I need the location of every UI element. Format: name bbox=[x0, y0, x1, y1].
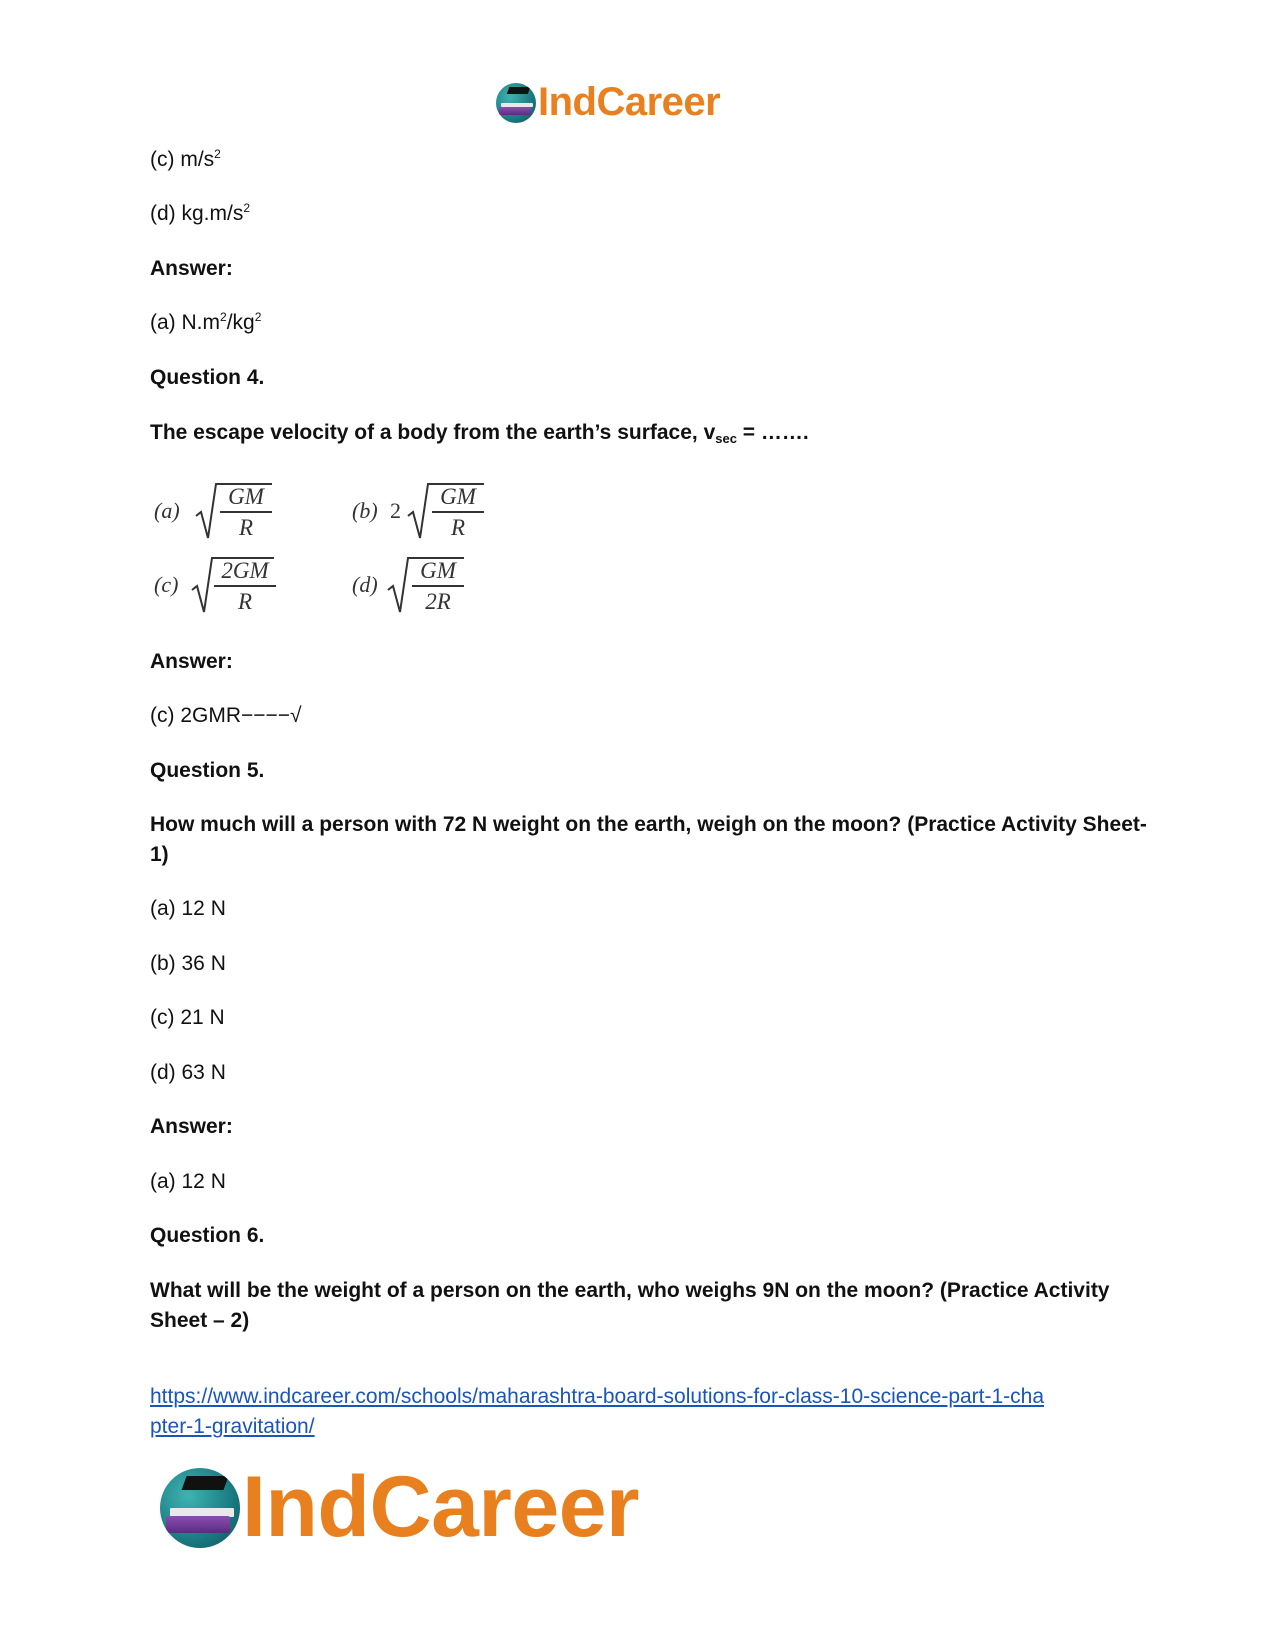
q4-title: Question 4. bbox=[150, 366, 265, 389]
q4-option-c-label: (c) bbox=[154, 572, 179, 597]
logo-globe-icon bbox=[160, 1468, 240, 1548]
q5-title: Question 5. bbox=[150, 759, 265, 782]
q4-option-a-label: (a) bbox=[154, 498, 180, 523]
q6-question-text: What will be the weight of a person on the earth, who weighs 9N on the moon? (Practice Activity Sheet – 2) bbox=[150, 1279, 1110, 1332]
footer-link bbox=[150, 1382, 1044, 1442]
q4-option-d-fraction: $\frac{GM}{2R}$ bbox=[412, 558, 464, 615]
footer-logo bbox=[160, 1458, 639, 1557]
footer-link-line2[interactable]: pter-1-gravitation/ bbox=[150, 1415, 315, 1438]
footer-logo-text: IndCareer bbox=[242, 1459, 639, 1555]
q4-option-c-fraction: $\frac{2GM}{R}$ bbox=[214, 558, 276, 615]
q6-title: Question 6. bbox=[150, 1224, 265, 1247]
q4-option-b-coef: 2 bbox=[390, 498, 401, 523]
header-logo-text: IndCareer bbox=[538, 80, 721, 124]
logo-globe-icon bbox=[496, 83, 536, 123]
footer-link-line1[interactable]: https://www.indcareer.com/schools/maharashtra-board-solutions-for-class-10-science-part-1-cha bbox=[150, 1385, 1045, 1408]
q4-question-text: The escape velocity of a body from the earth’s surface, $v_{sec}$ = ……. bbox=[150, 421, 809, 446]
q5-question-text: How much will a person with 72 N weight on the earth, weigh on the moon? (Practice Activity Sheet-1) bbox=[150, 813, 1147, 866]
q5-option-c: (c) 21 N bbox=[150, 1006, 225, 1029]
q5-option-d: (d) 63 N bbox=[150, 1061, 226, 1084]
q3-option-d: (d) $kg.m/s^2$ bbox=[150, 201, 251, 225]
q4-option-a-fraction: $\frac{GM}{R}$ bbox=[220, 484, 272, 541]
q5-option-a: (a) 12 N bbox=[150, 897, 226, 920]
q4-formula-options bbox=[150, 478, 490, 623]
q3-answer: (a) $N.m^2/kg^2$ bbox=[150, 310, 262, 334]
q5-answer-label: Answer: bbox=[150, 1115, 233, 1138]
q3-option-c: (c) $m/s^2$ bbox=[150, 147, 221, 171]
q4-option-d-label: (d) bbox=[352, 572, 378, 597]
q4-answer: (c) 2GMR−−−−√ bbox=[150, 704, 302, 727]
q4-option-b-fraction: $\frac{GM}{R}$ bbox=[432, 484, 484, 541]
header-logo bbox=[496, 80, 720, 125]
q5-answer: (a) 12 N bbox=[150, 1170, 226, 1193]
q3-answer-label: Answer: bbox=[150, 257, 233, 280]
q5-option-b: (b) 36 N bbox=[150, 952, 226, 975]
q4-answer-label: Answer: bbox=[150, 650, 233, 673]
q4-option-b-label: (b) bbox=[352, 498, 378, 523]
